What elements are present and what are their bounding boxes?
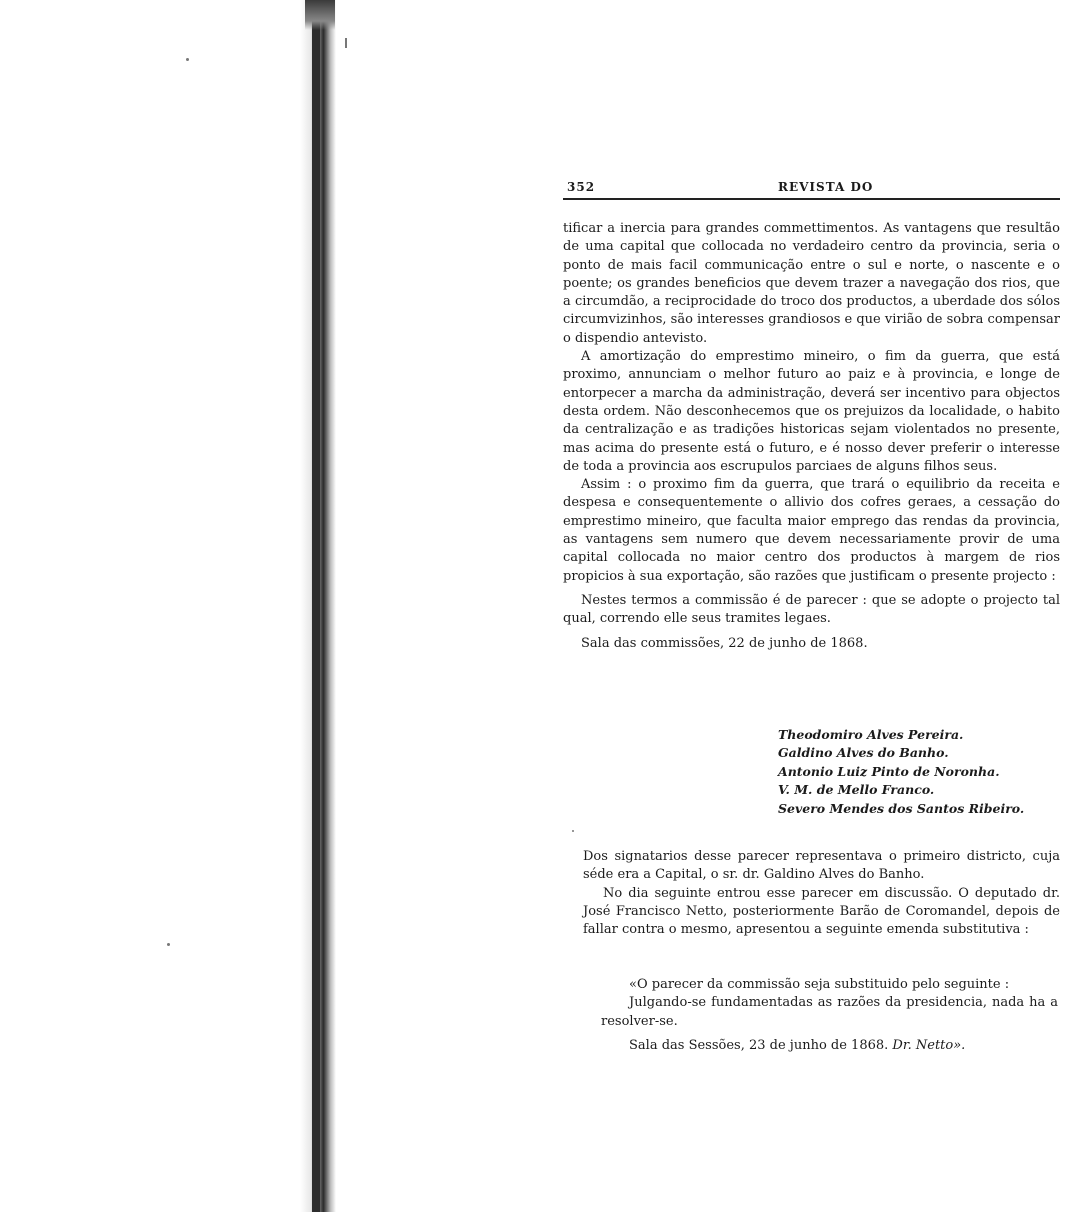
signatory: Theodomiro Alves Pereira. <box>778 727 964 742</box>
paragraph: tificar a inercia para grandes commettimentos. As vantagens que resultão de uma capital que collocada no verdadeiro centro da provincia, seria o ponto de mais facil communicação entre o sul e norte, o nascente e o poente; os grandes beneficios que devem trazer a navegação dos rios, que a circumdão, a reciprocidade do troco dos productos, a uberdade dos sólos circumvizinhos, são interesses grandiosos e que virião de sobra compensar o dispendio antevisto. <box>563 221 1060 346</box>
amendment-line: Julgando-se fundamentadas as razões da presidencia, nada ha a resolver-se. <box>601 995 1058 1029</box>
header-rule <box>563 198 1060 200</box>
page-number: 352 <box>567 180 596 194</box>
paragraph: Dos signatarios desse parecer representava o primeiro districto, cuja séde era a Capital, o sr. dr. Galdino Alves do Banho. <box>583 849 1060 883</box>
amendment-dateline: Sala das Sessões, 23 de junho de 1868. <box>629 1037 889 1053</box>
book-binding-top <box>305 0 335 30</box>
running-title: REVISTA DO <box>778 180 874 194</box>
signatory: Galdino Alves do Banho. <box>778 745 949 761</box>
signatory: Antonio Luiz Pinto de Noronha. <box>778 763 1000 779</box>
signatory-list <box>778 726 1024 818</box>
amendment-signature: Dr. Netto». <box>892 1037 966 1053</box>
narrative-section <box>583 848 1060 939</box>
book-page <box>563 176 1063 1053</box>
paragraph: Assim : o proximo fim da guerra, que trará o equilibrio da receita e despesa e consequentemente o allivio dos cofres geraes, a cessação do emprestimo mineiro, que faculta maior emprego das rendas da provincia, as vantagens sem numero que devem necessariamente provir de uma capital collocada no maior centro dos productos à margem de rios propicios à sua exportação, são razões que justificam o presente projecto : <box>563 477 1060 584</box>
paragraph: Nestes termos a commissão é de parecer : que se adopte o projecto tal qual, correndo elle seus tramites legaes. <box>563 592 1060 627</box>
report-body <box>563 220 1060 653</box>
amendment-quote <box>601 976 1058 1055</box>
signatory: V. M. de Mello Franco. <box>778 782 935 798</box>
paragraph: A amortização do emprestimo mineiro, o fim da guerra, que está proximo, annunciam o melhor futuro ao paiz e à provincia, e longe de entorpecer a marcha da administração, deverá ser incentivo para objectos desta ordem. Não desconhecemos que os prejuizos da localidade, o habito da centralização e as tradições historicas sejam violentados no presente, mas acima do presente está o futuro, e é nosso dever preferir o interesse de toda a provincia aos escrupulos parciaes de alguns filhos seus. <box>563 349 1060 474</box>
signatory: Severo Mendes dos Santos Ribeiro. <box>778 800 1025 816</box>
amendment-closing <box>601 1037 1058 1055</box>
dateline: Sala das commissões, 22 de junho de 1868. <box>581 635 868 651</box>
amendment-line: «O parecer da commissão seja substituido pelo seguinte : <box>629 977 1010 992</box>
paragraph: No dia seguinte entrou esse parecer em discussão. O deputado dr. José Francisco Netto, posteriormente Barão de Coromandel, depois de fallar contra o mesmo, apresentou a seguinte emenda substitutiva : <box>583 885 1060 938</box>
running-header <box>563 176 1063 198</box>
book-binding-edge <box>312 0 320 1212</box>
